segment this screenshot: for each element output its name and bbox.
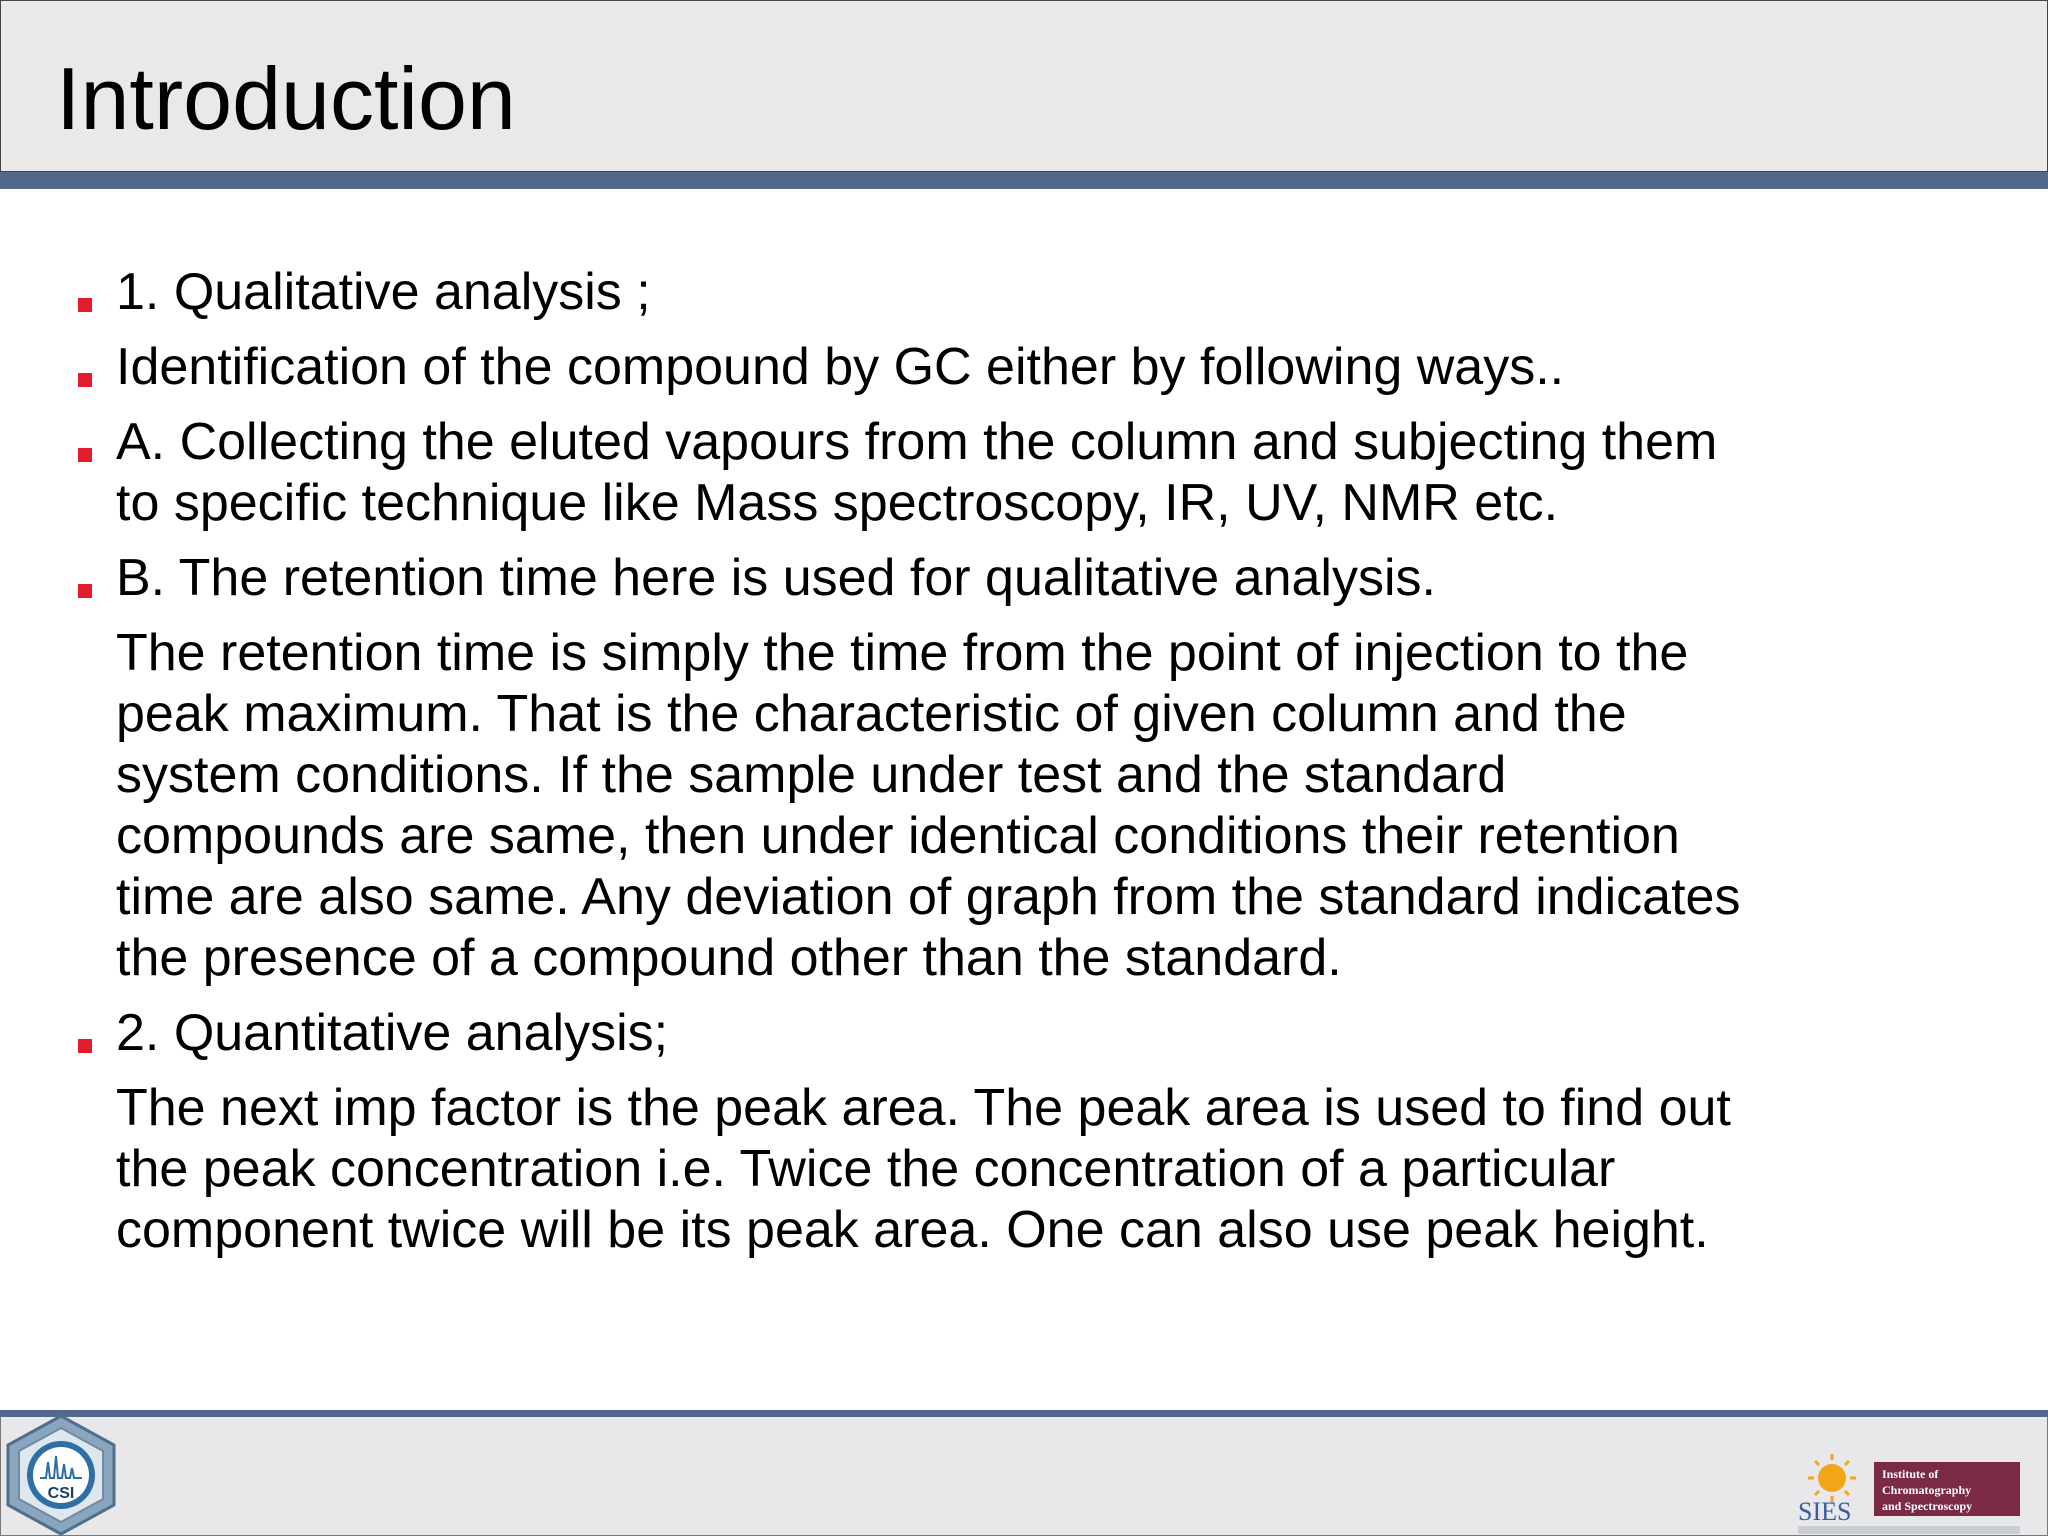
sies-logo-text: SIES <box>1798 1497 1852 1526</box>
item-text-line: 2. Quantitative analysis; <box>116 1004 669 1062</box>
institute-line: Institute of <box>1882 1467 1939 1481</box>
item-text-line: time are also same. Any deviation of graph from the standard indicates <box>116 868 1741 926</box>
slide-body <box>0 262 2048 1275</box>
item-text-line: Identification of the compound by GC either by following ways.. <box>116 338 1565 396</box>
bullet-item-method-a <box>0 412 1916 534</box>
item-text-line: system conditions. If the sample under test and the standard <box>116 746 1507 804</box>
item-text-line: the presence of a compound other than the standard. <box>116 929 1342 987</box>
header-divider <box>0 172 2048 189</box>
bullet-square-icon <box>78 1039 92 1053</box>
bullet-item-method-b <box>0 548 1916 609</box>
bullet-item-qualitative-heading <box>0 262 1916 323</box>
item-text-line: The next imp factor is the peak area. The peak area is used to find out <box>116 1079 1731 1137</box>
csi-logo-text: CSI <box>47 1485 75 1502</box>
paragraph-peak-area <box>0 1078 1916 1261</box>
item-text-line: B. The retention time here is used for qualitative analysis. <box>116 549 1436 607</box>
bullet-square-icon <box>78 298 92 312</box>
slide-footer <box>0 1417 2048 1536</box>
sun-icon <box>1808 1454 1856 1502</box>
sies-logo <box>1796 1448 2022 1536</box>
item-text-line: to specific technique like Mass spectroscopy, IR, UV, NMR etc. <box>116 474 1559 532</box>
item-text-line: component twice will be its peak area. One can also use peak height. <box>116 1201 1709 1259</box>
item-text-line: compounds are same, then under identical conditions their retention <box>116 807 1680 865</box>
csi-logo <box>0 1412 122 1536</box>
bullet-item-quantitative-heading <box>0 1003 1916 1064</box>
footer-divider <box>0 1410 2048 1417</box>
item-text-line: A. Collecting the eluted vapours from the column and subjecting them <box>116 413 1718 471</box>
bullet-item-identification <box>0 337 1916 398</box>
paragraph-retention-time <box>0 623 1916 989</box>
item-text-line: peak maximum. That is the characteristic of given column and the <box>116 685 1627 743</box>
bullet-square-icon <box>78 373 92 387</box>
institute-line: and Spectroscopy <box>1882 1499 1973 1513</box>
institute-line: Chromatography <box>1882 1483 1972 1497</box>
slide-title: Introduction <box>56 49 516 148</box>
bullet-square-icon <box>78 584 92 598</box>
item-text-line: the peak concentration i.e. Twice the concentration of a particular <box>116 1140 1616 1198</box>
bullet-square-icon <box>78 448 92 462</box>
item-text-line: The retention time is simply the time from the point of injection to the <box>116 624 1689 682</box>
slide-header <box>0 0 2048 172</box>
item-text-line: 1. Qualitative analysis ; <box>116 263 651 321</box>
